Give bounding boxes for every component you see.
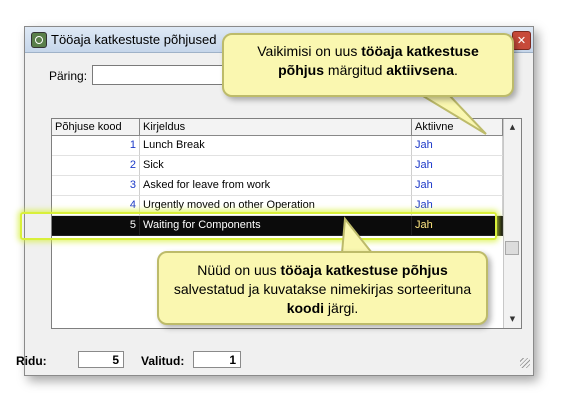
callout-bold-text: tööaja katkestuse põhjus xyxy=(280,262,448,278)
cell-active: Jah xyxy=(412,156,503,176)
cell-code: 2 xyxy=(52,156,140,176)
cell-active: Jah xyxy=(412,216,503,236)
resize-grip-icon[interactable] xyxy=(520,358,530,368)
callout-text: . xyxy=(453,62,458,78)
callout-bold-text: aktiivsena xyxy=(386,62,454,78)
vertical-scrollbar[interactable] xyxy=(503,119,521,328)
table-row[interactable] xyxy=(52,156,503,176)
callout-text: Vaikimisi on uus xyxy=(257,43,362,59)
callout-bold-text: tööaja katkestuse põhjus xyxy=(278,43,479,78)
scroll-down-icon[interactable]: ▼ xyxy=(509,315,516,323)
query-label: Päring: xyxy=(49,69,88,83)
callout-text: märgitud xyxy=(324,62,387,78)
cell-code: 5 xyxy=(52,216,140,236)
bottom-callout-tail xyxy=(342,219,372,253)
scroll-up-icon[interactable]: ▲ xyxy=(509,123,516,131)
cell-active: Jah xyxy=(412,136,503,156)
cell-description: Waiting for Components xyxy=(140,216,412,236)
close-icon: ✕ xyxy=(516,34,527,47)
rows-count-label: Ridu: xyxy=(16,354,47,368)
callout-text: järgi. xyxy=(324,300,359,316)
cell-description: Sick xyxy=(140,156,412,176)
table-row[interactable] xyxy=(52,136,503,156)
app-icon xyxy=(31,32,47,48)
rows-count-value: 5 xyxy=(78,351,124,368)
callout-saved-sorted xyxy=(157,251,488,325)
window-title: Tööaja katkestuste põhjused xyxy=(51,32,217,47)
scroll-thumb[interactable] xyxy=(505,241,519,255)
callout-text: salvestatud ja kuvatakse nimekirjas sorteerituna xyxy=(173,281,472,297)
callout-default-active xyxy=(222,33,514,97)
callout-text: Nüüd on uus xyxy=(197,262,281,278)
column-header-code[interactable]: Põhjuse kood xyxy=(52,119,140,136)
cell-code: 3 xyxy=(52,176,140,196)
selected-count-value: 1 xyxy=(193,351,241,368)
cell-code: 1 xyxy=(52,136,140,156)
callout-bold-text: koodi xyxy=(286,300,325,316)
cell-active: Jah xyxy=(412,196,503,216)
top-callout-tail xyxy=(423,96,486,134)
cell-description: Lunch Break xyxy=(140,136,412,156)
column-header-description[interactable]: Kirjeldus xyxy=(140,119,412,136)
cell-active: Jah xyxy=(412,176,503,196)
selected-count-label: Valitud: xyxy=(141,354,185,368)
column-header-active[interactable]: Aktiivne xyxy=(412,119,503,136)
cell-code: 4 xyxy=(52,196,140,216)
table-row[interactable] xyxy=(52,176,503,196)
cell-description: Urgently moved on other Operation xyxy=(140,196,412,216)
cell-description: Asked for leave from work xyxy=(140,176,412,196)
